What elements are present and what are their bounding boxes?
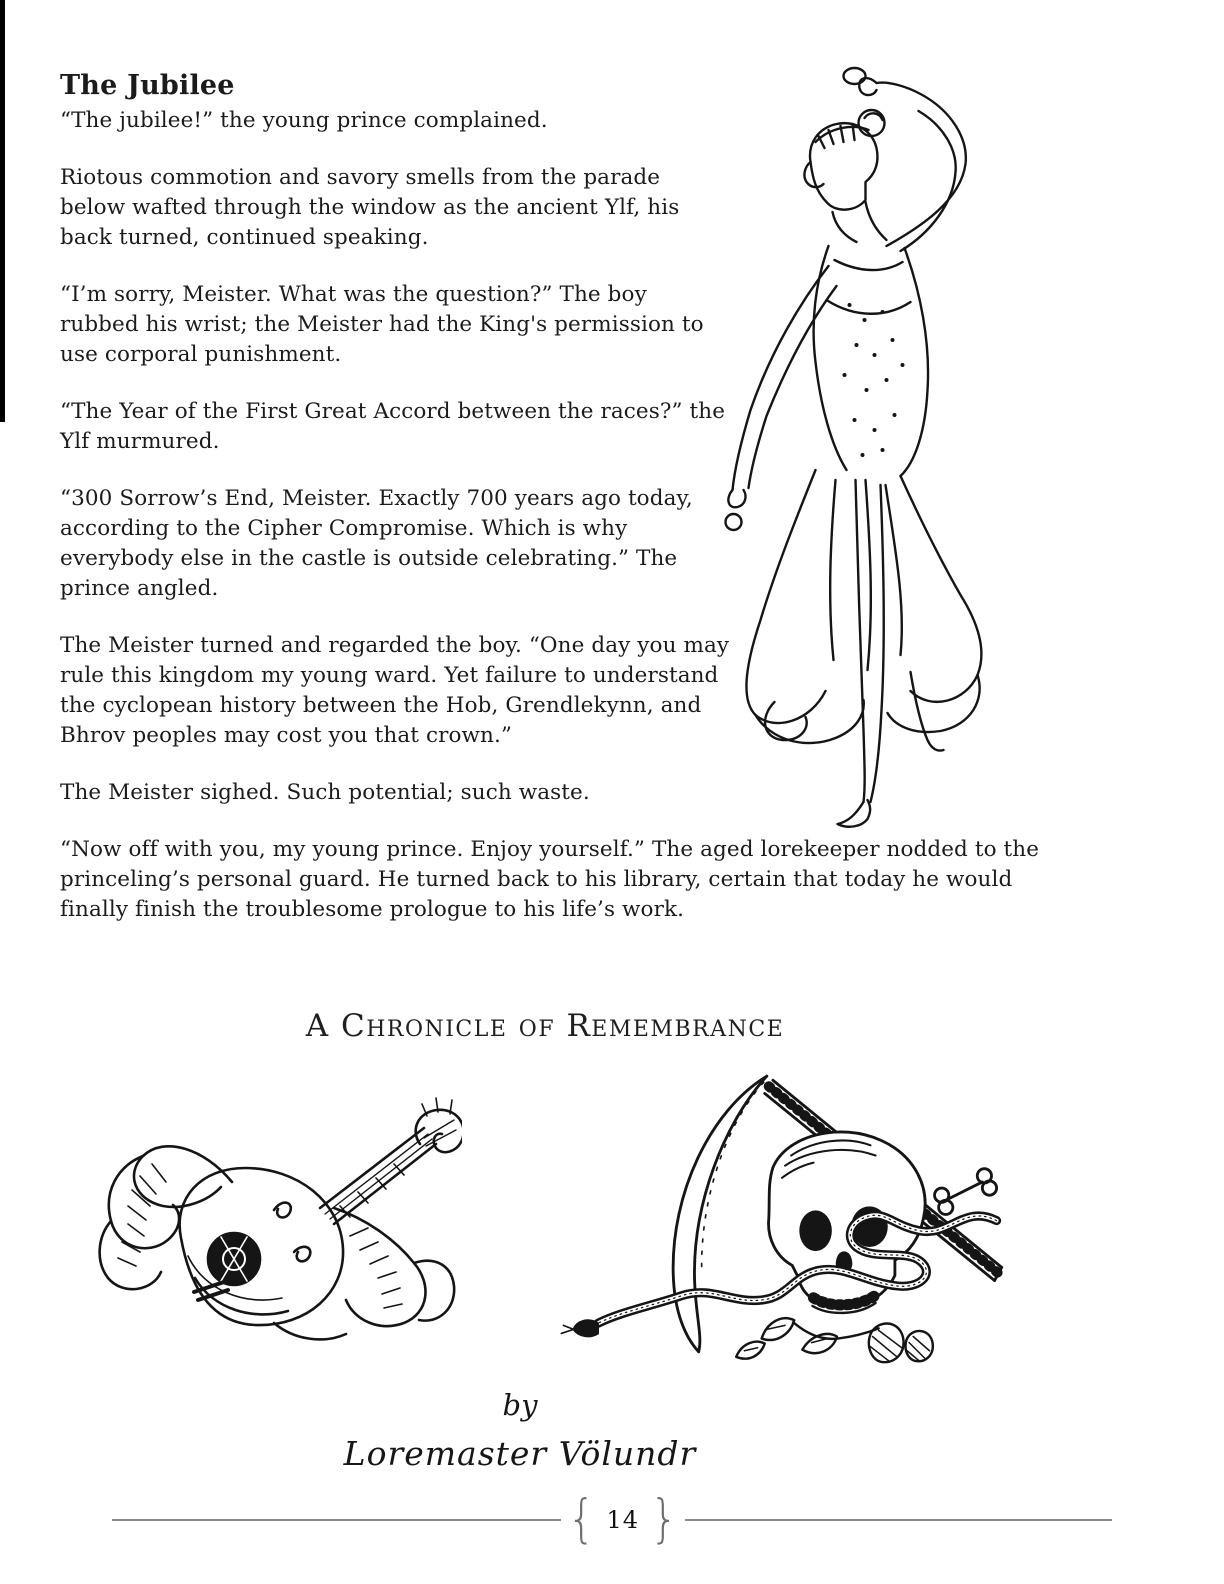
footer-rule-right [685,1519,1112,1521]
body-paragraph: “300 Sorrow’s End, Meister. Exactly 700 years ago today, according to the Cipher Compromise. Which is why everybody else in the castle is outside celebrating.” The prince angled. [60,486,693,601]
skull-scythe-illustration [556,1066,1006,1366]
scan-edge-artifact [0,0,5,422]
page-footer [112,1489,1112,1550]
byline-prefix: by [502,1388,538,1422]
byline [0,1388,1040,1473]
body-paragraph: “The Year of the First Great Accord between the races?” the Ylf murmured. [60,399,726,454]
page-number: 14 [606,1506,640,1534]
lute-ribbon-illustration [82,1086,462,1356]
body-paragraph: “Now off with you, my young prince. Enjoy yourself.” The aged lorekeeper nodded to the princeling’s personal guard. He turned back to his library, certain that today he would finally finish the troublesome prologue to his life’s work. [60,837,1040,922]
body-paragraph: Riotous commotion and savory smells from the parade below wafted through the window as the ancient Ylf, his back turned, continued speaking. [60,165,680,250]
dancing-woman-illustration [712,50,1017,830]
body-paragraph: “The jubilee!” the young prince complained. [60,108,548,133]
footer-bracket-right: } [650,1489,679,1550]
body-paragraph: “I’m sorry, Meister. What was the question?” The boy rubbed his wrist; the Meister had the King's permission to use corporal punishment. [60,282,704,367]
page-title: The Jubilee [60,70,235,102]
footer-rule-left [112,1519,561,1521]
section-heading: A Chronicle of Remembrance [305,1008,785,1044]
body-paragraph: The Meister sighed. Such potential; such waste. [60,780,590,805]
byline-author: Loremaster Völundr [343,1434,697,1473]
footer-bracket-left: { [567,1489,596,1550]
body-paragraph: The Meister turned and regarded the boy. “One day you may rule this kingdom my young ward. Yet failure to understand the cyclopean history between the Hob, Grendlekynn, and Bhrov peoples may cost you that crown.” [60,633,730,748]
